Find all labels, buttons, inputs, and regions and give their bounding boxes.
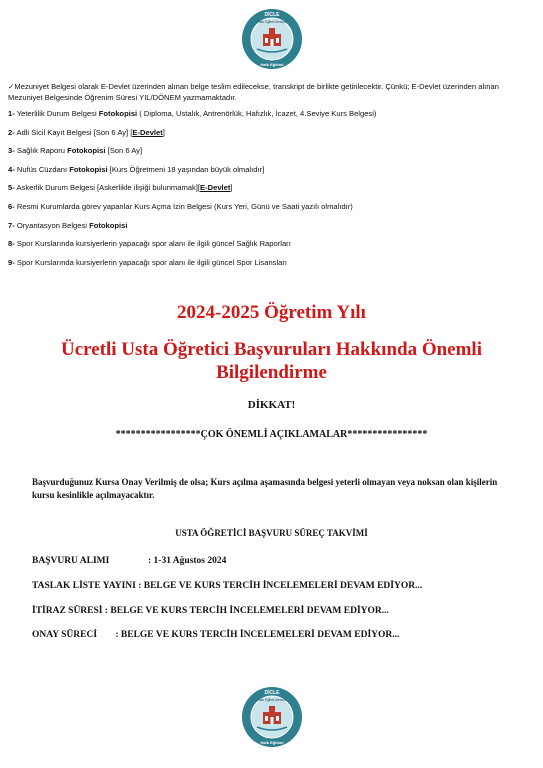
announcement-headline: Ücretli Usta Öğretici Başvuruları Hakkında Önemli Bilgilendirme: [61, 339, 482, 383]
calendar-row: [32, 581, 522, 591]
attention-label: DİKKAT!: [247, 399, 296, 411]
calendar-row-label: ONAY SÜRECİ: [32, 630, 98, 640]
calendar-row: [32, 630, 522, 640]
logo-ring-text: Halk Eğitimi Merkezi: [257, 20, 286, 24]
logo-top-text: DİCLE: [264, 690, 279, 696]
e-devlet-link[interactable]: E-Devlet: [200, 183, 231, 193]
required-documents-list: [8, 108, 535, 275]
calendar-row-value: : BELGE VE KURS TERCİH İNCELEMELERİ DEVAM EDİYOR...: [102, 606, 389, 616]
warning-paragraph: Başvurduğunuz Kursa Onay Verilmiş de olsa; Kurs açılma aşamasında belgesi yeterli olmayan veya noksan olan kişilerin kursu kesinlikle açılmayacaktır.: [32, 477, 498, 500]
calendar-row: [32, 606, 522, 616]
calendar-row-value: : BELGE VE KURS TERCİH İNCELEMELERİ DEVAM EDİYOR...: [113, 630, 400, 640]
document-item: 9- Spor Kurslarında kursiyerlerin yapacağı spor alanı ile ilgili güncel Spor Lisansları: [8, 257, 288, 267]
calendar-row-label: BAŞVURU ALIMI: [32, 556, 110, 566]
document-item: 8- Spor Kurslarında kursiyerlerin yapacağı spor alanı ile ilgili güncel Sağlık Raporları: [8, 239, 291, 249]
document-item: 6- Resmi Kurumlarda görev yapanlar Kurs Açma İzin Belgesi (Kurs Yeri, Günü ve Saati yazılı olmalıdır): [8, 201, 353, 211]
logo-bottom-text: Halk Eğitimi: [260, 62, 283, 67]
logo-emblem-icon: [241, 686, 303, 748]
calendar-title: USTA ÖĞRETİCİ BAŞVURU SÜREÇ TAKVİMİ: [175, 528, 368, 538]
academic-year-title: 2024-2025 Öğretim Yılı: [177, 302, 366, 323]
document-item: 5- Askerlik Durum Belgesi [Askerlikle ilişiği bulunmamak][E-Devlet]: [8, 183, 233, 193]
logo-top-text: DİCLE: [264, 12, 279, 18]
calendar-row-label: TASLAK LİSTE YAYINI: [32, 581, 136, 591]
document-item: 7- Oryantasyon Belgesi Fotokopisi: [8, 220, 128, 230]
document-item: 2- Adli Sicil Kayıt Belgesi [Son 6 Ay] [E-Devlet]: [8, 127, 165, 137]
calendar-row-label: İTİRAZ SÜRESİ: [32, 606, 103, 616]
logo-emblem-icon: [241, 8, 303, 70]
document-item: 3- Sağlık Raporu Fotokopisi [Son 6 Ay]: [8, 146, 143, 156]
transcript-note: ✓Mezuniyet Belgesi olarak E-Devlet üzerinden alınan belge teslim edilecekse, transkript de birlikte getirilecektir. Çünkü; E-Devlet üzerinden alınan Mezuniyet Belgesinde Öğrenim Süresi YIL/DÖNEM yazmamaktadır.: [8, 82, 499, 102]
calendar-row-value: : 1-31 Ağustos 2024: [148, 556, 227, 566]
calendar-row: [32, 556, 522, 566]
e-devlet-link[interactable]: E-Devlet: [132, 127, 163, 137]
dicle-hem-logo-bottom: [241, 686, 303, 748]
document-item: 1- Yeterlilik Durum Belgesi Fotokopisi ( Diploma, Ustalık, Antrenörlük, Hafızlık, İcazet, 4.Seviye Kurs Belgesi): [8, 109, 377, 118]
document-item: 4- Nufüs Cüzdanı Fotokopisi [Kurs Öğretmeni 18 yaşından büyük olmalıdır]: [8, 164, 265, 174]
logo-bottom-text: Halk Eğitimi: [260, 740, 283, 745]
dicle-hem-logo-top: [241, 8, 303, 70]
important-banner: *****************ÇOK ÖNEMLİ AÇIKLAMALAR****************: [115, 429, 428, 440]
logo-ring-text: Halk Eğitimi Merkezi: [257, 698, 286, 702]
calendar-row-value: : BELGE VE KURS TERCİH İNCELEMELERİ DEVAM EDİYOR...: [135, 581, 423, 591]
